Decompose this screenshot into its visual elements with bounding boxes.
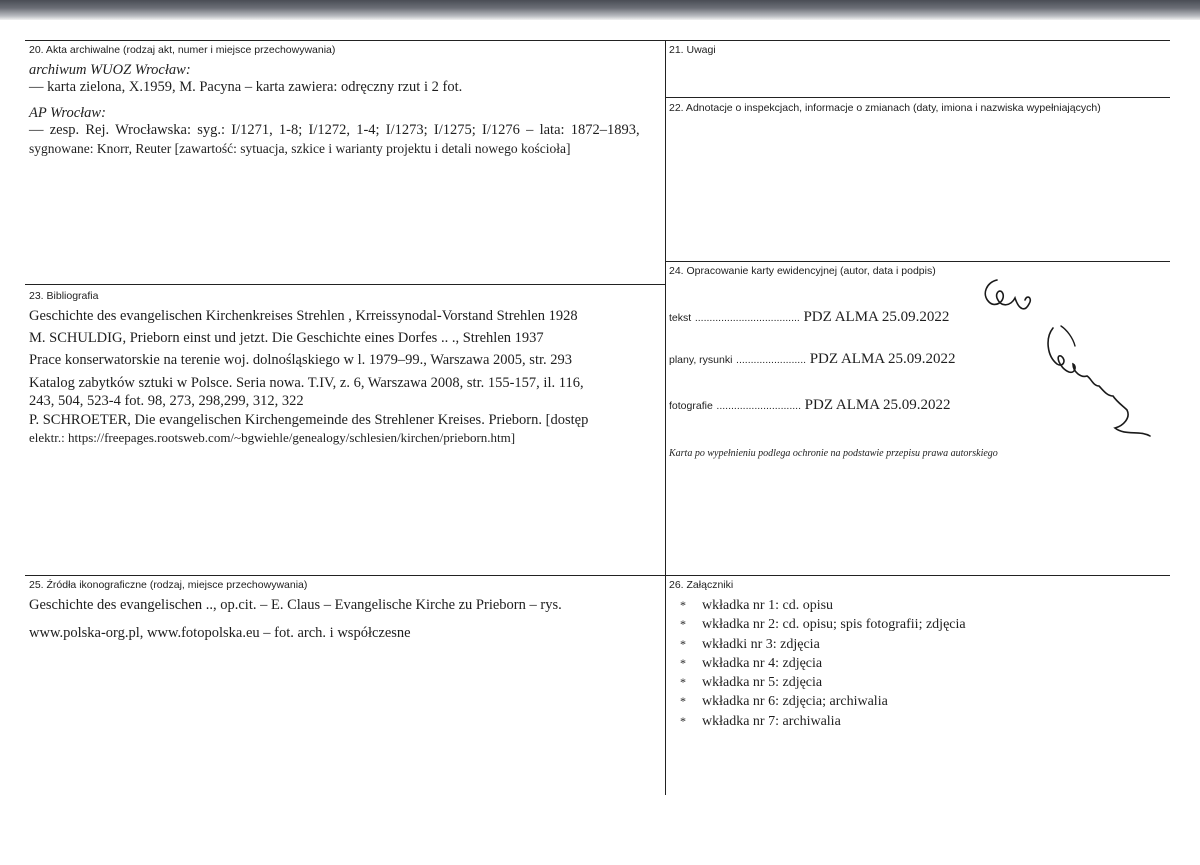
section-26-label: 26. Załączniki bbox=[669, 579, 734, 591]
divider-21-22 bbox=[665, 97, 1170, 98]
attachment-item bbox=[680, 617, 966, 636]
section-21-label: 21. Uwagi bbox=[669, 44, 716, 56]
attachment-label: wkładka nr 4: zdjęcia bbox=[702, 655, 823, 671]
archive-ap-entry-line2: sygnowane: Knorr, Reuter [zawartość: sytuacja, szkice i warianty projektu i detali nowego kościoła] bbox=[29, 141, 571, 156]
section-23-label: 23. Bibliografia bbox=[29, 290, 99, 302]
bibliography-line: Prace konserwatorskie na terenie woj. dolnośląskiego w l. 1979–99., Warszawa 2005, str. 293 bbox=[29, 352, 572, 368]
bibliography-line: M. SCHULDIG, Prieborn einst und jetzt. Die Geschichte eines Dorfes .. ., Strehlen 1937 bbox=[29, 330, 544, 346]
author-row-plans bbox=[669, 352, 956, 367]
column-divider bbox=[665, 40, 666, 795]
iconographic-source-line1: Geschichte des evangelischen .., op.cit. – E. Claus – Evangelische Kirche zu Prieborn – rys. bbox=[29, 597, 562, 613]
section-22-label: 22. Adnotacje o inspekcjach, informacje o zmianach (daty, imiona i nazwiska wypełniających) bbox=[669, 102, 1101, 114]
row-dots: ........................ bbox=[736, 354, 807, 366]
bibliography-line: 243, 504, 523-4 fot. 98, 273, 298,299, 312, 322 bbox=[29, 393, 304, 409]
bibliography-line: elektr.: https://freepages.rootsweb.com/~bgwiehle/genealogy/schlesien/kirchen/prieborn.htm] bbox=[29, 430, 516, 445]
archive-ap-title: AP Wrocław: bbox=[29, 105, 106, 121]
archive-wuoz-entry: — karta zielona, X.1959, M. Pacyna – karta zawiera: odręczny rzut i 2 fot. bbox=[29, 79, 463, 95]
attachment-item bbox=[680, 714, 966, 733]
section-20-label: 20. Akta archiwalne (rodzaj akt, numer i miejsce przechowywania) bbox=[29, 44, 336, 56]
divider-22-24 bbox=[665, 261, 1170, 262]
section-25-label: 25. Źródła ikonograficzne (rodzaj, miejsce przechowywania) bbox=[29, 579, 308, 591]
bibliography-line: Geschichte des evangelischen Kirchenkreises Strehlen , Krreissynodal-Vorstand Strehlen 1928 bbox=[29, 308, 578, 324]
attachment-label: wkładka nr 1: cd. opisu bbox=[702, 598, 834, 613]
bullet-icon: * bbox=[680, 598, 686, 612]
attachment-label: wkładka nr 7: archiwalia bbox=[702, 713, 841, 729]
row-name: plany, rysunki bbox=[669, 354, 733, 366]
form-top-border bbox=[25, 40, 1170, 41]
attachment-label: wkładka nr 6: zdjęcia; archiwalia bbox=[702, 694, 888, 710]
bullet-icon: * bbox=[680, 655, 686, 670]
divider-23-25 bbox=[25, 575, 1170, 576]
author-row-photos bbox=[669, 398, 951, 413]
attachment-label: wkładka nr 2: cd. opisu; spis fotografii; zdjęcia bbox=[702, 617, 966, 633]
iconographic-source-line2: www.polska-org.pl, www.fotopolska.eu – fot. arch. i współczesne bbox=[29, 625, 411, 641]
copyright-note: Karta po wypełnieniu podlega ochronie na podstawie przepisu prawa autorskiego bbox=[669, 448, 998, 459]
attachment-item bbox=[680, 675, 966, 694]
bibliography-line: Katalog zabytków sztuki w Polsce. Seria nowa. T.IV, z. 6, Warszawa 2008, str. 155-157, il. 116, bbox=[29, 375, 584, 391]
bullet-icon: * bbox=[680, 713, 686, 728]
section-24-label: 24. Opracowanie karty ewidencyjnej (autor, data i podpis) bbox=[669, 265, 936, 277]
attachment-item bbox=[680, 598, 966, 617]
bullet-icon: * bbox=[680, 694, 686, 709]
bibliography-line: P. SCHROETER, Die evangelischen Kirchengemeinde des Strehlener Kreises. Prieborn. [dostęp bbox=[29, 412, 589, 428]
attachments-list bbox=[680, 598, 966, 733]
attachment-label: wkładka nr 5: zdjęcia bbox=[702, 675, 823, 691]
signature-handwritten bbox=[975, 268, 1155, 443]
bullet-icon: * bbox=[680, 617, 686, 632]
archive-ap-entry-line1: — zesp. Rej. Wrocławska: syg.: I/1271, 1-8; I/1272, 1-4; I/1273; I/1275; I/1276 – lata: 1872–1893, bbox=[29, 122, 640, 138]
row-dots: .................................... bbox=[694, 312, 800, 324]
row-value: PDZ ALMA 25.09.2022 bbox=[809, 351, 956, 367]
divider-20-23 bbox=[25, 284, 665, 285]
author-row-text bbox=[669, 310, 949, 325]
attachment-item bbox=[680, 637, 966, 656]
row-name: fotografie bbox=[669, 400, 713, 412]
scan-top-edge bbox=[0, 0, 1200, 20]
row-dots: ............................. bbox=[716, 400, 802, 412]
bullet-icon: * bbox=[680, 636, 686, 651]
row-name: tekst bbox=[669, 312, 692, 324]
bullet-icon: * bbox=[680, 675, 686, 690]
attachment-item bbox=[680, 694, 966, 713]
row-value: PDZ ALMA 25.09.2022 bbox=[804, 397, 951, 413]
attachment-item bbox=[680, 656, 966, 675]
attachment-label: wkładki nr 3: zdjęcia bbox=[702, 636, 820, 652]
row-value: PDZ ALMA 25.09.2022 bbox=[803, 309, 950, 325]
archive-wuoz-title: archiwum WUOZ Wrocław: bbox=[29, 62, 191, 78]
